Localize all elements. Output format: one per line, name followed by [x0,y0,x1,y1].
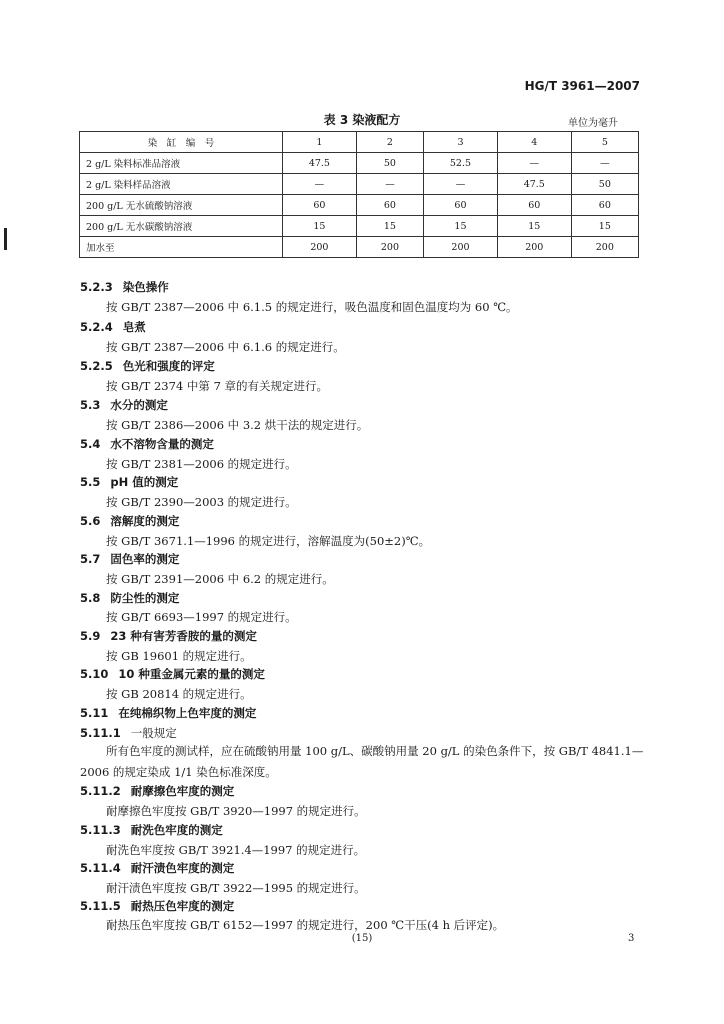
section-body: 耐热压色牢度按 GB/T 6152—1997 的规定进行，200 ℃干压(4 h 后评定)。 [106,918,505,932]
table-cell: 60 [571,195,638,216]
row-label: 2 g/L 染料样品溶液 [80,174,283,195]
general-paragraph: 所有色牢度的测试样，应在硫酸钠用量 100 g/L、碳酸钠用量 20 g/L 的染色条件下，按 GB/T 4841.1—2006 的规定染成 1/1 染色标准深度。 [80,744,644,779]
footer-page-marker: (15) [351,933,373,944]
table-cell: 50 [571,174,638,195]
section-body: 耐洗色牢度按 GB/T 3921.4—1997 的规定进行。 [106,843,366,857]
section-body: 按 GB/T 2390—2003 的规定进行。 [106,495,297,509]
section-heading: 5.8 防尘性的测定 [80,591,180,605]
table-row [80,153,639,174]
table-cell: — [283,174,357,195]
section-body: 按 GB/T 2391—2006 中 6.2 的规定进行。 [106,572,334,586]
table-row [80,174,639,195]
dye-recipe-table [79,131,639,258]
table-cell: — [356,174,423,195]
section-body: 按 GB/T 2387—2006 中 6.1.5 的规定进行，吸色温度和固色温度均为 60 ℃。 [106,300,518,314]
scan-margin-mark [4,228,7,250]
page-number: 3 [628,933,635,944]
section-body: 按 GB 19601 的规定进行。 [106,649,252,663]
table-cell: 60 [424,195,498,216]
section-heading: 5.4 水不溶物含量的测定 [80,437,214,451]
table-cell: 200 [571,237,638,258]
table-cell: 15 [497,216,571,237]
table-cell: 15 [356,216,423,237]
standard-number: HG/T 3961—2007 [524,79,640,93]
section-heading: 5.11.5 耐热压色牢度的测定 [80,899,235,913]
table-header-row [80,132,639,153]
header-cell: 1 [283,132,357,153]
table-cell: 47.5 [497,174,571,195]
table-cell: 15 [571,216,638,237]
table-cell: 15 [424,216,498,237]
table-cell: 200 [283,237,357,258]
table-row [80,216,639,237]
table-row [80,237,639,258]
section-body: 按 GB/T 2386—2006 中 3.2 烘干法的规定进行。 [106,418,369,432]
table-caption: 表 3 染液配方 [323,113,401,127]
header-cell: 5 [571,132,638,153]
section-heading: 5.2.4 皂煮 [80,320,146,334]
table-cell: — [571,153,638,174]
section-body: 按 GB/T 2374 中第 7 章的有关规定进行。 [106,379,329,393]
section-body: 按 GB 20814 的规定进行。 [106,687,252,701]
section-body: 耐摩擦色牢度按 GB/T 3920—1997 的规定进行。 [106,804,366,818]
section-heading: 5.11 在纯棉织物上色牢度的测定 [80,706,257,720]
row-label: 200 g/L 无水碳酸钠溶液 [80,216,283,237]
table-cell: 15 [283,216,357,237]
table-cell: 60 [356,195,423,216]
table-cell: 52.5 [424,153,498,174]
section-heading: 5.2.3 染色操作 [80,280,169,294]
section-heading: 5.11.2 耐摩擦色牢度的测定 [80,784,235,798]
section-body: 耐汗渍色牢度按 GB/T 3922—1995 的规定进行。 [106,881,366,895]
section-body: 按 GB/T 6693—1997 的规定进行。 [106,610,297,624]
section-heading: 5.9 23 种有害芳香胺的量的测定 [80,629,257,643]
section-body: 按 GB/T 2387—2006 中 6.1.6 的规定进行。 [106,340,345,354]
table-cell: 50 [356,153,423,174]
section-heading: 5.2.5 色光和强度的评定 [80,359,215,373]
section-heading: 5.6 溶解度的测定 [80,514,180,528]
table-cell: — [497,153,571,174]
header-cell: 2 [356,132,423,153]
row-label: 加水至 [80,237,283,258]
table-cell: 60 [283,195,357,216]
header-cell: 4 [497,132,571,153]
table-cell: 200 [424,237,498,258]
section-heading: 5.11.4 耐汗渍色牢度的测定 [80,861,235,875]
table-cell: 47.5 [283,153,357,174]
row-label: 200 g/L 无水硫酸钠溶液 [80,195,283,216]
section-heading: 5.10 10 种重金属元素的量的测定 [80,667,265,681]
section-heading: 5.11.3 耐洗色牢度的测定 [80,823,223,837]
section-heading: 5.5 pH 值的测定 [80,475,179,489]
table-cell: 200 [497,237,571,258]
table-cell: — [424,174,498,195]
header-cell: 3 [424,132,498,153]
table-unit: 单位为毫升 [568,118,618,129]
table-cell: 200 [356,237,423,258]
row-label: 2 g/L 染料标准品溶液 [80,153,283,174]
section-body: 按 GB/T 2381—2006 的规定进行。 [106,457,297,471]
section-body: 按 GB/T 3671.1—1996 的规定进行，溶解温度为(50±2)℃。 [106,534,431,548]
header-cell-label: 染 缸 编 号 [80,132,283,153]
table-cell: 60 [497,195,571,216]
section-heading: 5.3 水分的测定 [80,398,168,412]
section-heading: 5.7 固色率的测定 [80,552,180,566]
section-heading: 5.11.1 一般规定 [80,726,177,740]
table-row [80,195,639,216]
